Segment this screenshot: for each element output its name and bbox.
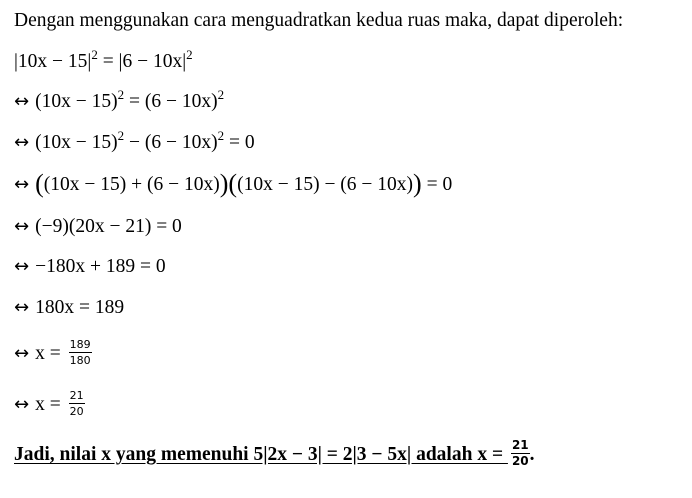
eq2-exponent-right: 2 (217, 87, 225, 102)
equation-line-4 (14, 169, 453, 198)
eq4-big-paren-close-2: ) (413, 169, 422, 198)
equation-line-5 (14, 215, 182, 239)
eq7-text: 180x = 189 (35, 297, 125, 318)
iff-arrow-icon: ↔ (14, 132, 30, 153)
conclusion-line (14, 438, 535, 470)
eq4-factor-2: (10x − 15) − (6 − 10x) (237, 174, 414, 195)
eq3-exponent-right: 2 (217, 128, 225, 143)
eq8-fraction (69, 338, 92, 367)
eq3-mid: − (6 − 10x) (124, 132, 218, 153)
eq5-text: (−9)(20x − 21) = 0 (35, 216, 182, 237)
eq9-denominator: 20 (69, 405, 84, 418)
equation-line-8 (14, 340, 92, 369)
eq6-text: −180x + 189 = 0 (35, 256, 166, 277)
eq1-exponent-right: 2 (186, 47, 193, 62)
iff-arrow-icon: ↔ (14, 393, 30, 415)
equation-line-2 (14, 87, 225, 114)
intro-text: Dengan menggunakan cara menguadratkan kedua ruas maka, dapat diperoleh: (14, 10, 624, 31)
conclusion-period: . (529, 443, 535, 465)
equation-line-1 (14, 47, 193, 74)
eq9-text: x = (35, 393, 66, 415)
eq1-exponent-left: 2 (91, 47, 98, 62)
eq4-big-paren-open-2: ( (228, 169, 238, 198)
equation-line-9 (14, 391, 85, 420)
conclusion-denominator: 20 (511, 454, 529, 468)
eq1-left: |10x − 15| (14, 51, 92, 72)
conclusion-numerator: 21 (511, 438, 529, 452)
eq2-exponent-left: 2 (117, 87, 125, 102)
iff-arrow-icon: ↔ (14, 256, 30, 277)
eq3-tail: = 0 (224, 132, 255, 153)
iff-arrow-icon: ↔ (14, 174, 30, 195)
iff-arrow-icon: ↔ (14, 216, 30, 237)
eq3-left: (10x − 15) (35, 132, 118, 153)
eq9-numerator: 21 (69, 389, 84, 402)
eq9-fraction (69, 389, 85, 418)
eq2-left: (10x − 15) (35, 91, 118, 112)
eq1-right: = |6 − 10x| (97, 51, 187, 72)
eq3-exponent-left: 2 (117, 128, 125, 143)
equation-line-6 (14, 255, 166, 279)
iff-arrow-icon: ↔ (14, 342, 30, 364)
iff-arrow-icon: ↔ (14, 91, 30, 112)
eq2-right: = (6 − 10x) (124, 91, 218, 112)
iff-arrow-icon: ↔ (14, 297, 30, 318)
eq4-big-paren-open-1: ( (35, 169, 44, 198)
eq4-big-paren-close-1: ) (219, 169, 229, 198)
eq4-tail: = 0 (421, 174, 453, 195)
conclusion-text: Jadi, nilai x yang memenuhi 5|2x − 3| = 2|3 − 5x| adalah x = (14, 443, 508, 465)
conclusion-fraction (511, 439, 530, 468)
eq4-factor-1: (10x − 15) + (6 − 10x) (43, 174, 220, 195)
eq8-denominator: 180 (69, 354, 91, 367)
eq8-numerator: 189 (69, 338, 91, 351)
eq8-text: x = (35, 342, 66, 364)
equation-line-7 (14, 296, 124, 320)
equation-line-3 (14, 128, 255, 155)
